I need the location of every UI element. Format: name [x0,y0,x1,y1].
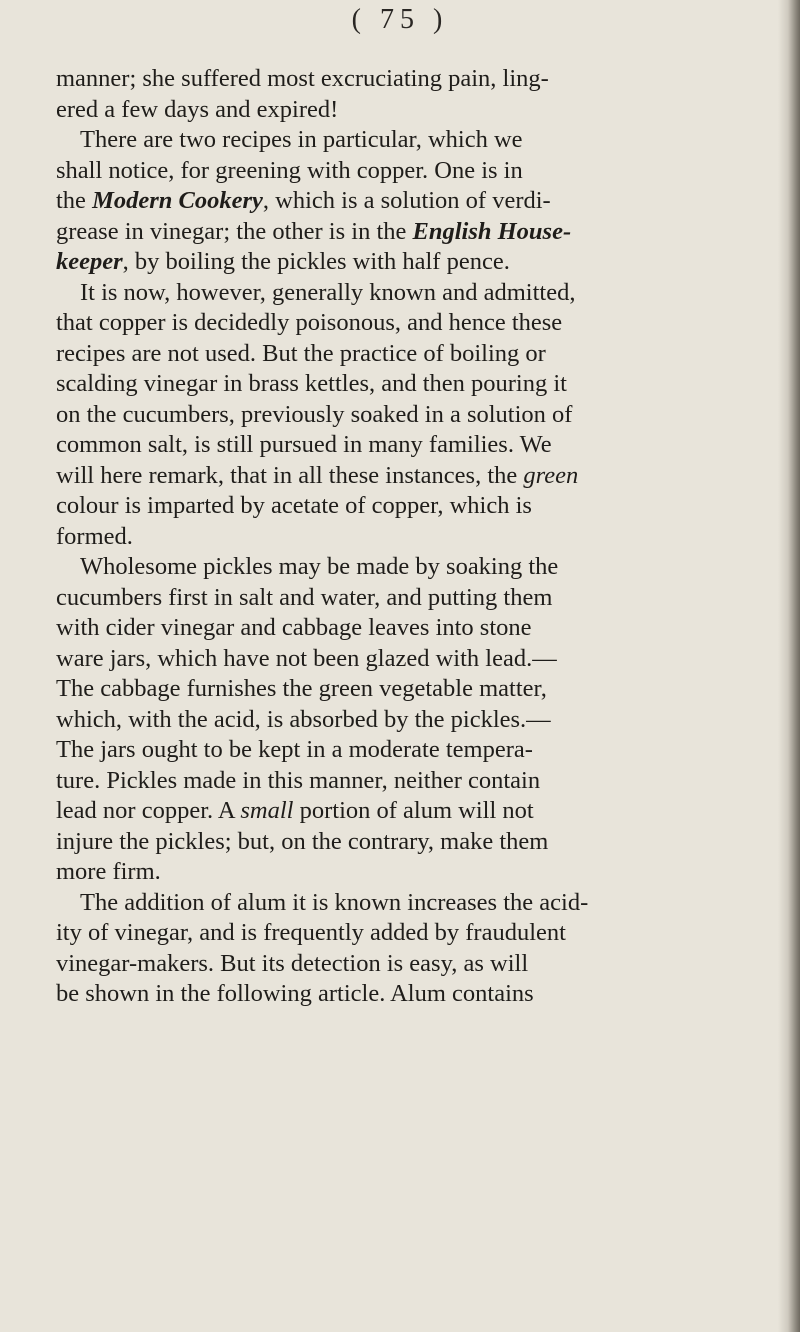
line-text: The addition of alum it is known increases the acid- [80,888,589,916]
text-line [56,674,772,705]
line-text-pre: lead nor copper. A [56,797,241,824]
line-text: The jars ought to be kept in a moderate tempera- [56,736,533,763]
line-text: ered a few days and expired! [56,95,339,123]
text-line [56,278,772,309]
text-line [56,217,772,248]
text-line [56,369,772,400]
italic-title: keeper [56,248,123,275]
line-text: Wholesome pickles may be made by soaking the [80,553,559,580]
line-text: more firm. [56,858,161,885]
text-line [56,766,772,797]
line-text: injure the pickles; but, on the contrary, make them [56,827,549,855]
line-text: formed. [56,522,133,550]
line-text: manner; she suffered most excruciating pain, ling- [56,65,549,92]
text-line [56,613,772,644]
line-text: common salt, is still pursued in many families. We [56,431,552,458]
text-line [56,125,772,156]
line-text: which, with the acid, is absorbed by the pickles.— [56,705,551,733]
line-text-pre: will here remark, that in all these instances, the [56,461,524,489]
text-line [56,857,772,888]
text-line [56,186,772,217]
text-line [56,339,772,370]
line-text-pre: grease in vinegar; the other is in the [56,217,413,245]
line-text: be shown in the following article. Alum contains [56,980,534,1007]
text-line [56,95,772,126]
italic-title: small [240,797,294,824]
text-line [56,430,772,461]
italic-title: English House- [412,217,572,245]
line-text: vinegar-makers. But its detection is easy, as will [56,949,529,977]
line-text: scalding vinegar in brass kettles, and then pouring it [56,370,567,397]
text-line [56,64,772,95]
text-line [56,400,772,431]
page-number-header: ( 75 ) [351,4,449,35]
text-line [56,156,772,187]
line-text: cucumbers first in salt and water, and putting them [56,583,553,611]
text-line [56,888,772,919]
page-edge-shadow [778,0,800,1332]
text-line [56,918,772,949]
line-text-post: , by boiling the pickles with half pence. [122,248,510,275]
italic-title: Modern Cookery [92,187,263,214]
line-text: recipes are not used. But the practice of boiling or [56,339,546,367]
line-text: that copper is decidedly poisonous, and hence these [56,309,563,336]
line-text: on the cucumbers, previously soaked in a solution of [56,400,573,428]
line-text: The cabbage furnishes the green vegetable matter, [56,675,547,702]
line-text: ture. Pickles made in this manner, neither contain [56,766,541,794]
text-line [56,827,772,858]
line-text-post: portion of alum will not [293,797,534,824]
text-line [56,644,772,675]
line-text: colour is imparted by acetate of copper, which is [56,492,532,519]
text-line [56,461,772,492]
text-line [56,949,772,980]
text-line [56,552,772,583]
line-text: shall notice, for greening with copper. One is in [56,156,523,184]
line-text-post: , which is a solution of verdi- [262,187,551,214]
text-line [56,522,772,553]
line-text: ity of vinegar, and is frequently added by fraudulent [56,919,566,946]
text-line [56,979,772,1010]
text-line [56,491,772,522]
text-line [56,308,772,339]
text-line [56,247,772,278]
page-body-text [56,64,772,1010]
line-text-pre: the [56,187,93,214]
text-line [56,583,772,614]
line-text: ware jars, which have not been glazed with lead.— [56,644,557,672]
text-line [56,705,772,736]
line-text: There are two recipes in particular, which we [80,126,523,153]
italic-title: green [523,461,579,489]
text-line [56,796,772,827]
text-line [56,735,772,766]
line-text: with cider vinegar and cabbage leaves into stone [56,614,532,641]
line-text: It is now, however, generally known and admitted, [80,278,576,306]
